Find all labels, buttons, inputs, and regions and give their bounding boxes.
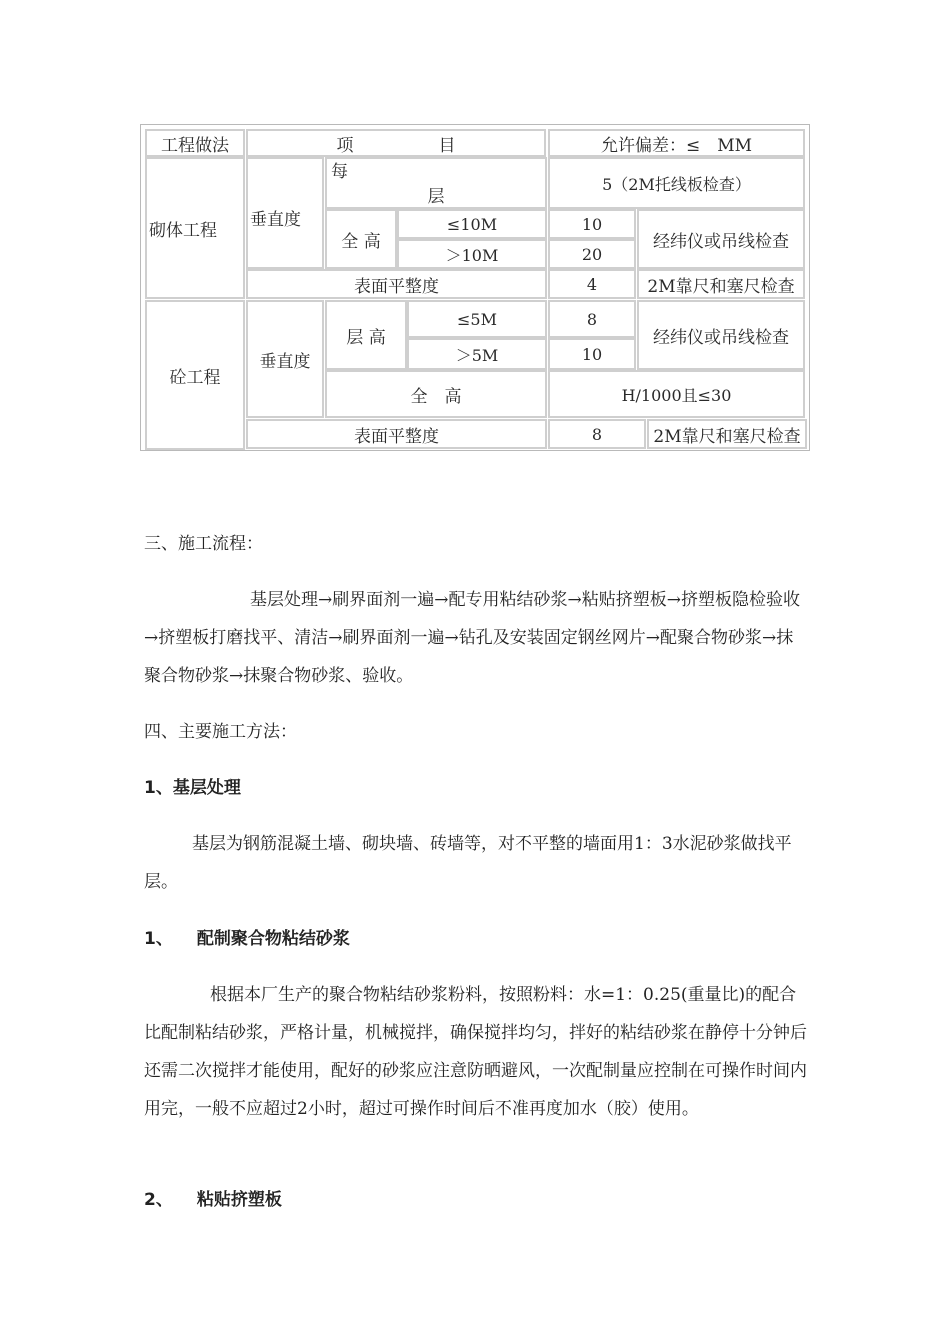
concrete-gt5: ＞5M xyxy=(407,338,547,370)
masonry-per-floor xyxy=(325,157,547,209)
concrete-le5: ≤5M xyxy=(407,300,547,338)
concrete-floor-height: 层 高 xyxy=(325,300,407,370)
heading-board-bonding xyxy=(144,1186,810,1214)
paragraph-mortar-mixing: 根据本厂生产的聚合物粘结砂浆粉料，按照粉料：水=1：0.25(重量比)的配合比配制粘结砂浆，严格计量，机械搅拌，确保搅拌均匀，拌好的粘结砂浆在静停十分钟后还需二次搅拌才能使用，配好的砂浆应注意防晒避风，一次配制量应控制在可操作时间内用完，一般不应超过2小时，超过可操作时间后不准再度加水（胶）使用。 xyxy=(144,985,807,1119)
header-method: 工程做法 xyxy=(145,129,245,157)
per-floor-top: 每 xyxy=(331,162,348,182)
concrete-vertical: 垂直度 xyxy=(246,300,324,418)
section4-title: 四、主要施工方法： xyxy=(144,722,297,742)
masonry-vertical: 垂直度 xyxy=(246,157,324,269)
masonry-gt10-value: 20 xyxy=(548,239,636,269)
heading-text: 配制聚合物粘结砂浆 xyxy=(196,929,350,949)
masonry-flatness-value: 4 xyxy=(548,269,636,299)
heading-base-treatment xyxy=(144,774,810,802)
concrete-le5-value: 8 xyxy=(548,300,636,338)
concrete-flatness-value: 8 xyxy=(548,419,646,449)
concrete-flatness: 表面平整度 xyxy=(246,419,547,449)
concrete-flatness-method: 2M靠尺和塞尺检查 xyxy=(647,419,807,449)
masonry-per-floor-value: 5（2M托线板检查） xyxy=(548,157,805,209)
tolerance-table xyxy=(140,124,810,451)
concrete-full-height-value: H/1000且≤30 xyxy=(548,370,805,418)
masonry-label: 砌体工程 xyxy=(145,157,245,299)
heading-number: 1、 xyxy=(144,929,173,949)
concrete-check-method: 经纬仪或吊线检查 xyxy=(637,300,805,370)
concrete-label: 砼工程 xyxy=(145,300,245,450)
masonry-gt10: ＞10M xyxy=(397,239,547,269)
heading-text: 基层处理 xyxy=(172,778,241,798)
masonry-le10-value: 10 xyxy=(548,209,636,239)
header-tolerance: 允许偏差：≤ MM xyxy=(548,129,805,157)
heading-number: 2、 xyxy=(144,1190,173,1210)
section3-title: 三、施工流程： xyxy=(144,534,263,554)
heading-text: 粘贴挤塑板 xyxy=(196,1190,282,1210)
section3-text: 基层处理→刷界面剂一遍→配专用粘结砂浆→粘贴挤塑板→挤塑板隐检验收→挤塑板打磨找平、清洁→刷界面剂一遍→钻孔及安装固定钢丝网片→配聚合物砂浆→抹聚合物砂浆→抹聚合物砂浆、验收。 xyxy=(144,590,800,686)
paragraph-base-treatment: 基层为钢筋混凝土墙、砌块墙、砖墙等，对不平整的墙面用1：3水泥砂浆做找平层。 xyxy=(144,834,792,892)
heading-number: 1、 xyxy=(144,778,173,798)
concrete-gt5-value: 10 xyxy=(548,338,636,370)
masonry-check-method: 经纬仪或吊线检查 xyxy=(637,209,805,269)
masonry-full-height: 全 高 xyxy=(325,209,397,269)
masonry-flatness-method: 2M靠尺和塞尺检查 xyxy=(637,269,805,299)
header-item: 项 目 xyxy=(246,129,546,157)
masonry-le10: ≤10M xyxy=(397,209,547,239)
heading-mortar-mixing xyxy=(144,925,810,953)
concrete-full-height: 全 高 xyxy=(325,370,547,418)
per-floor-bottom: 层 xyxy=(427,187,445,207)
masonry-flatness: 表面平整度 xyxy=(246,269,547,299)
